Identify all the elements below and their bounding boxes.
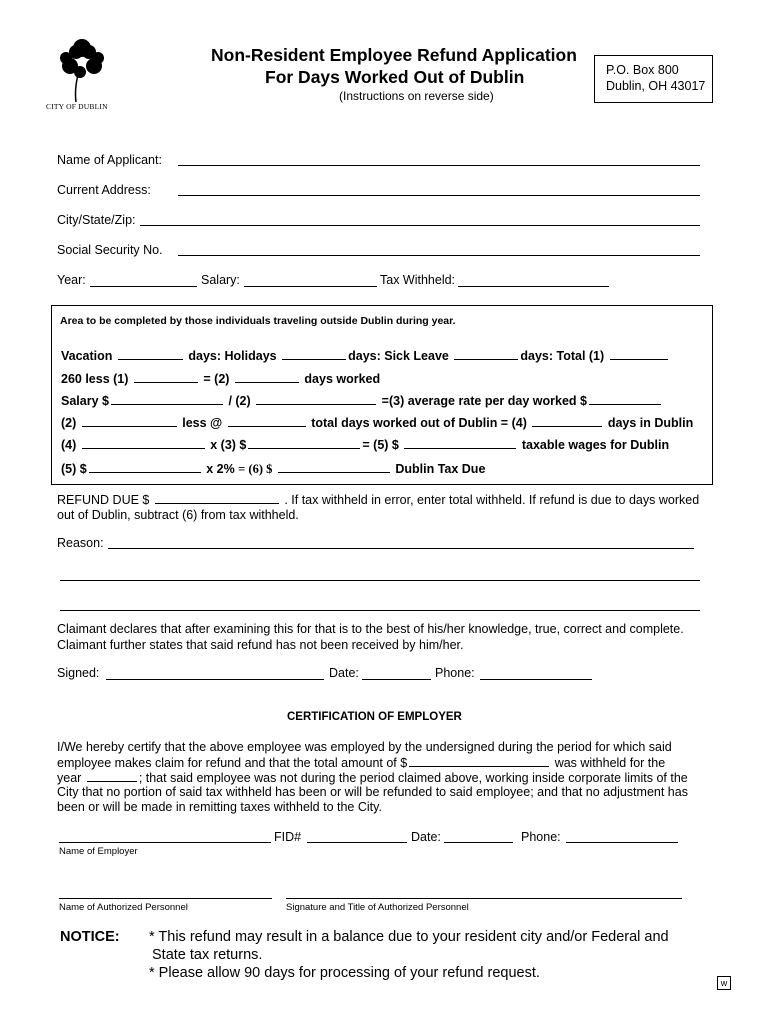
total-amount-text: employee makes claim for refund and that the total amount of $ [57,756,408,770]
less-at-label: less @ [182,416,223,430]
employer-para-line5: been or will be made in remitting taxes withheld to the City. [57,800,382,814]
authorized-signature-field[interactable] [286,898,682,899]
times-3-label: x (3) $ [210,438,247,452]
form-title-line2: For Days Worked Out of Dublin [265,67,525,87]
total-days-out-label: total days worked out of Dublin = (4) [311,416,527,430]
refund-instructions-line1: . If tax withheld in error, enter total withheld. If refund is due to days worked [284,493,700,507]
calc-row-2 [61,371,380,386]
row5-4-field[interactable] [82,437,205,449]
city-state-zip-label: City/State/Zip: [57,213,136,227]
year-label: Year: [57,273,86,287]
city-logo [44,36,124,116]
employer-name-caption: Name of Employer [59,846,138,857]
employer-heading: CERTIFICATION OF EMPLOYER [287,711,462,723]
reason-field-line2[interactable] [60,580,700,581]
times-2pct-label: x 2% [206,462,235,476]
equals-5-field[interactable] [404,437,516,449]
declaration-phone-field[interactable] [480,679,592,680]
refund-instructions-line2: out of Dublin, subtract (6) from tax withheld. [57,508,299,522]
total-1-label: days: Total (1) [520,349,605,363]
tax-withheld-field[interactable] [458,286,609,287]
row5-4-label: (4) [61,438,77,452]
sick-leave-label: days: Sick Leave [348,349,449,363]
divide-2-field[interactable] [256,393,376,405]
declaration-phone-label: Phone: [435,666,475,680]
equals-5-label: = (5) $ [362,438,399,452]
row6-5-field[interactable] [89,461,201,473]
city-state-zip-field[interactable] [140,225,700,226]
form-subtitle: (Instructions on reverse side) [339,89,494,103]
holidays-label: days: Holidays [188,349,277,363]
address-line2: Dublin, OH 43017 [606,79,706,93]
calc-row-5 [61,437,669,452]
average-rate-label: =(3) average rate per day worked $ [381,394,587,408]
corner-mark-text: w [720,978,728,988]
equals-2-field[interactable] [235,371,299,383]
withheld-for-text: was withheld for the [554,756,666,770]
reason-field-line1[interactable] [108,548,694,549]
row4-2-field[interactable] [82,415,177,427]
reason-field-line3[interactable] [60,610,700,611]
equals-6-field[interactable] [278,461,390,473]
ssn-field[interactable] [178,255,700,256]
current-address-label: Current Address: [57,183,151,197]
calc-row-6 [61,461,485,477]
authorized-name-caption: Name of Authorized Personnel [59,902,188,913]
days-worked-label: days worked [304,372,381,386]
salary-field[interactable] [244,286,377,287]
year-field[interactable] [90,286,197,287]
notice-label: NOTICE: [60,929,120,945]
fid-label: FID# [274,830,302,844]
notice-line2: State tax returns. [152,947,263,963]
signature-field[interactable] [106,679,324,680]
less-1-label: 260 less (1) [61,372,129,386]
employer-phone-label: Phone: [521,830,561,844]
declaration-line1: Claimant declares that after examining this for that is to the best of his/her knowledge, true, correct and complete. [57,622,684,636]
total-1-field[interactable] [610,348,668,360]
current-address-field[interactable] [178,195,700,196]
row6-5-label: (5) $ [61,462,87,476]
notice-line3: * Please allow 90 days for processing of your refund request. [149,965,540,981]
vacation-days-field[interactable] [118,348,183,360]
row4-2-label: (2) [61,416,77,430]
applicant-name-label: Name of Applicant: [57,153,162,167]
times-3-field[interactable] [248,437,360,449]
tax-withheld-label: Tax Withheld: [380,273,456,287]
salary-label: Salary: [201,273,240,287]
employer-year-field[interactable] [87,770,137,782]
employer-phone-field[interactable] [566,842,678,843]
employer-para-line2 [57,755,665,770]
divide-2-label: / (2) [228,394,251,408]
vacation-label: Vacation [61,349,113,363]
calc-row-4 [61,415,693,430]
holidays-days-field[interactable] [282,348,346,360]
employer-para-line1: I/We hereby certify that the above employee was employed by the undersigned during the period for which said [57,740,672,754]
fid-field[interactable] [307,842,407,843]
form-title-line1: Non-Resident Employee Refund Application [211,45,577,65]
mailing-address-box [594,55,713,103]
employer-date-label: Date: [411,830,441,844]
year-text: year [57,771,82,785]
address-line1: P.O. Box 800 [606,63,679,77]
salary-calc-label: Salary $ [61,394,109,408]
total-days-out-field[interactable] [532,415,602,427]
dublin-tax-due-label: Dublin Tax Due [395,462,486,476]
equals-2-label: = (2) [203,372,230,386]
signed-label: Signed: [57,666,100,680]
applicant-name-field[interactable] [178,165,700,166]
employer-date-field[interactable] [444,842,513,843]
average-rate-field[interactable] [589,393,661,405]
equals-6-label: = (6) $ [238,462,273,476]
calc-row-3 [61,393,663,408]
taxable-wages-label: taxable wages for Dublin [521,438,670,452]
ssn-label: Social Security No. [57,243,163,257]
refund-due-label: REFUND DUE $ [57,493,150,507]
notice-line1: * This refund may result in a balance due to your resident city and/or Federal and [149,929,669,945]
days-in-dublin-label: days in Dublin [607,416,694,430]
calc-box-heading: Area to be completed by those individuals traveling outside Dublin during year. [60,315,456,327]
employer-name-field[interactable] [59,842,271,843]
declaration-line2: Claimant further states that said refund has not been received by him/her. [57,638,464,652]
authorized-name-field[interactable] [59,898,272,899]
calculation-box [51,305,713,485]
shamrock-icon [56,36,116,106]
reason-label: Reason: [57,536,104,550]
refund-due-field[interactable] [155,492,279,504]
employer-para-line4: City that no portion of said tax withheld has been or will be refunded to said employee; and that no adjustment has [57,785,688,799]
authorized-signature-caption: Signature and Title of Authorized Personnel [286,902,469,913]
declaration-date-label: Date: [329,666,359,680]
declaration-date-field[interactable] [362,679,431,680]
less-1-field[interactable] [134,371,198,383]
corner-mark [717,976,731,990]
refund-due-line [57,492,699,507]
salary-calc-field[interactable] [111,393,223,405]
sick-leave-days-field[interactable] [454,348,518,360]
employer-para-line3 [57,770,688,785]
not-during-text: ; that said employee was not during the period claimed above, working inside corporate limits of the [138,771,688,785]
logo-text: CITY OF DUBLIN [46,102,108,111]
total-withheld-field[interactable] [409,755,549,767]
calc-row-1 [61,348,670,363]
less-at-field[interactable] [228,415,306,427]
